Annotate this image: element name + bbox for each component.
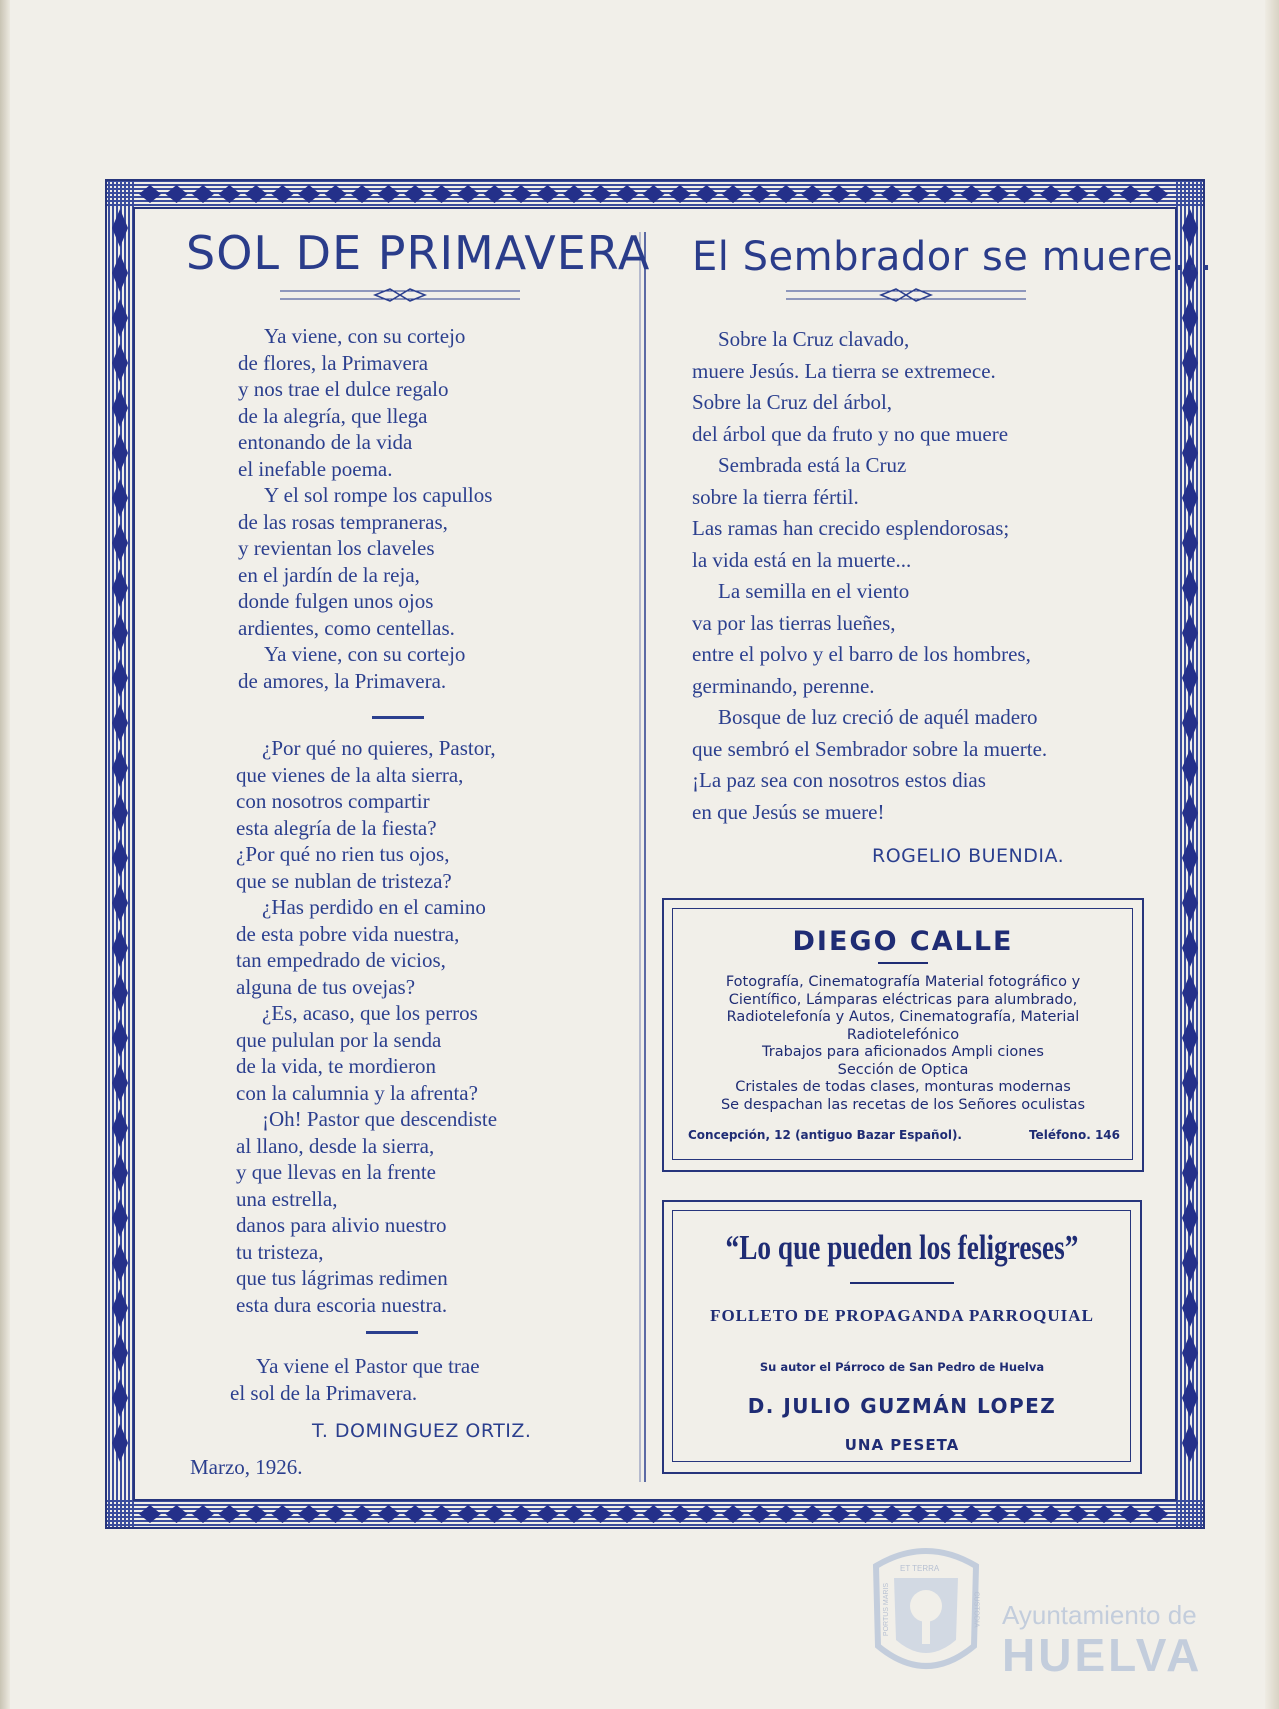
poem-line: de la alegría, que llega	[238, 403, 428, 428]
ad-feligreses-title: “Lo que pueden los feligreses”	[725, 1228, 1079, 1267]
poem-line: al llano, desde la sierra,	[236, 1133, 435, 1158]
poem-line: que tus lágrimas redimen	[236, 1266, 448, 1290]
poem-line: que sembró el Sembrador sobre la muerte.	[692, 736, 1048, 761]
ad-diego-calle-services	[674, 974, 1132, 1114]
poem-line: ¡Oh! Pastor que descendiste	[262, 1107, 498, 1131]
ad-line: Se despachan las recetas de los Señores oculistas	[720, 1096, 1086, 1113]
watermark-line1: Ayuntamiento de	[1002, 1600, 1197, 1630]
poem-line: en el jardín de la reja,	[238, 562, 420, 587]
poem-line: la vida está en la muerte...	[692, 547, 912, 572]
right-poem-body	[692, 324, 1047, 828]
poem-line: ¿Por qué no rien tus ojos,	[236, 842, 450, 866]
poem-line: entre el polvo y el barro de los hombres,	[692, 642, 1031, 666]
poem-line: germinando, perenne.	[692, 673, 875, 698]
poem-line: ¿Es, acaso, que los perros	[262, 1001, 478, 1025]
ad-diego-calle-address: Concepción, 12 (antiguo Bazar Español).	[688, 1128, 962, 1142]
seal-text-left: PORTUS MARIS	[883, 1582, 891, 1637]
ad-diego-calle	[662, 898, 1144, 1172]
poem-line: sobre la tierra fértil.	[692, 484, 859, 509]
ad-line: Cristales de todas clases, monturas modernas	[735, 1079, 1071, 1095]
stanza-separator	[366, 1331, 418, 1334]
poem-line: muere Jesús. La tierra se extremece.	[692, 358, 996, 383]
poem-line: va por las tierras lueñes,	[692, 610, 896, 635]
ad-feligreses-author-line: Su autor el Párroco de San Pedro de Huelva	[759, 1360, 1045, 1374]
seal-text-top: ET TERRA	[900, 1564, 940, 1573]
poem-line: donde fulgen unos ojos	[238, 589, 434, 613]
ad-feligreses	[662, 1200, 1142, 1474]
ornament-divider	[280, 286, 520, 304]
left-poem-title: SOL DE PRIMAVERA	[186, 226, 651, 280]
ad-line: Trabajos para aficionados Ampli ciones	[762, 1044, 1044, 1060]
poem-line: alguna de tus ovejas?	[236, 974, 416, 999]
poem-line: Y el sol rompe los capullos	[264, 483, 493, 507]
poem-line: ¡La paz sea con nosotros estos dias	[692, 768, 986, 792]
poem-line: Bosque de luz creció de aquél madero	[718, 705, 1038, 729]
poem-line: de esta pobre vida nuestra,	[236, 921, 460, 946]
poem-line: con nosotros compartir	[236, 789, 430, 813]
poem-line: y nos trae el dulce regalo	[238, 377, 449, 401]
poem-line: danos para alivio nuestro	[236, 1213, 447, 1237]
poem-line: y que llevas en la frente	[236, 1160, 436, 1184]
seal-text-right: CUSTODIA	[972, 1591, 980, 1628]
poem-line: Sembrada está la Cruz	[718, 453, 907, 477]
left-poem-author: T. DOMINGUEZ ORTIZ.	[312, 1420, 532, 1442]
poem-line: el sol de la Primavera.	[230, 1380, 418, 1405]
poem-line: Ya viene, con su cortejo	[264, 642, 466, 666]
right-poem-author: ROGELIO BUENDIA.	[872, 845, 1065, 867]
poem-line: Las ramas han crecido esplendorosas;	[692, 516, 1010, 540]
right-poem-title: El Sembrador se muere...	[692, 234, 1213, 280]
ad-line: Fotografía, Cinematografía Material fotográfico y	[725, 974, 1081, 990]
poem-line: entonando de la vida	[238, 430, 413, 454]
watermark-line2: HUELVA	[1002, 1629, 1203, 1681]
ornament-divider	[786, 286, 1026, 304]
poem-line: del árbol que da fruto y no que muere	[692, 421, 1009, 446]
poem-line: que se nublan de tristeza?	[236, 868, 452, 893]
poem-line: de las rosas tempraneras,	[238, 509, 448, 534]
ad-line: Científico, Lámparas eléctricas para alumbrado,	[728, 991, 1078, 1008]
stanza-separator	[372, 716, 424, 719]
poem-line: de flores, la Primavera	[238, 350, 429, 375]
poem-line: el inefable poema.	[238, 456, 393, 481]
poem-line: en que Jesús se muere!	[692, 799, 885, 824]
poem-line: ardientes, como centellas.	[238, 615, 455, 640]
poem-line: ¿Has perdido en el camino	[262, 895, 486, 919]
poem-line: La semilla en el viento	[718, 579, 910, 603]
poem-line: una estrella,	[236, 1186, 338, 1211]
poem-line: Ya viene el Pastor que trae	[256, 1354, 480, 1378]
poem-line: de amores, la Primavera.	[238, 668, 447, 693]
poem-line: con la calumnia y la afrenta?	[236, 1080, 478, 1105]
left-poem-stanza-2	[236, 735, 497, 1318]
ad-feligreses-price: UNA PESETA	[844, 1436, 960, 1454]
ad-line: Radiotelefonía y Autos, Cinematografía, Material	[726, 1009, 1080, 1025]
poem-line: de la vida, te mordieron	[236, 1054, 437, 1078]
ad-feligreses-subtitle: FOLLETO DE PROPAGANDA PARROQUIAL	[710, 1306, 1094, 1325]
left-poem-date: Marzo, 1926.	[190, 1455, 303, 1479]
poem-line: tan empedrado de vicios,	[236, 948, 446, 972]
poem-line: esta dura escoria nuestra.	[236, 1292, 448, 1317]
poem-line: Ya viene, con su cortejo	[264, 324, 466, 348]
huelva-seal-logo	[866, 1536, 986, 1686]
left-poem-stanza-1	[238, 323, 492, 694]
poem-line: que vienes de la alta sierra,	[236, 762, 464, 787]
poem-line: ¿Por qué no quieres, Pastor,	[262, 736, 496, 760]
poem-line: tu tristeza,	[236, 1239, 324, 1264]
ad-line: Radiotelefónico	[846, 1026, 960, 1043]
ad-feligreses-author: D. JULIO GUZMÁN LOPEZ	[747, 1394, 1057, 1418]
poem-line: y revientan los claveles	[238, 536, 435, 560]
poem-line: esta alegría de la fiesta?	[236, 815, 437, 840]
left-poem-stanza-3	[230, 1353, 480, 1406]
poem-line: Sobre la Cruz clavado,	[718, 327, 910, 351]
ad-diego-calle-phone: Teléfono. 146	[1028, 1128, 1120, 1142]
poem-line: que pululan por la senda	[236, 1027, 442, 1052]
poem-line: Sobre la Cruz del árbol,	[692, 390, 893, 414]
ad-line: Sección de Optica	[837, 1061, 969, 1078]
ad-diego-calle-name: DIEGO CALLE	[792, 926, 1014, 957]
